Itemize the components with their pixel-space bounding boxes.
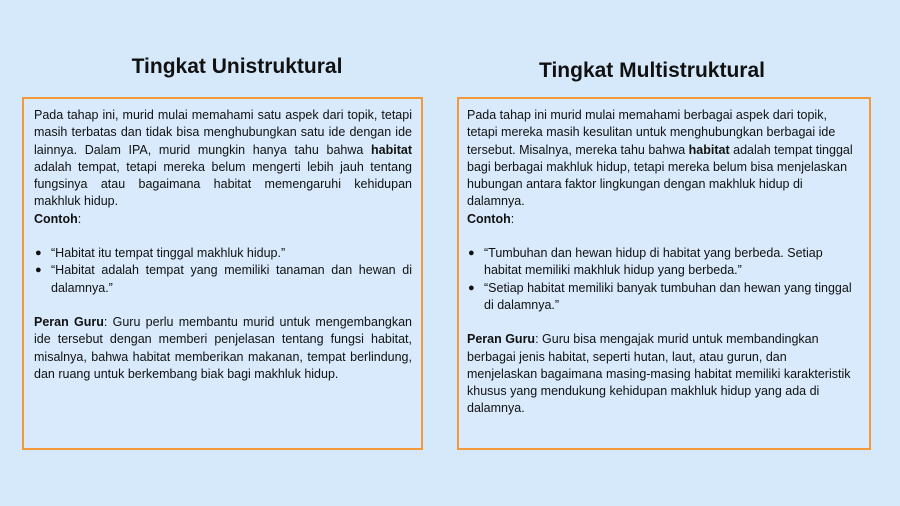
unistructural-title: Tingkat Unistruktural bbox=[131, 55, 343, 78]
bullet-icon: ● bbox=[35, 247, 42, 260]
example-list bbox=[467, 245, 860, 314]
bullet-icon: ● bbox=[468, 247, 475, 260]
list-item-text: “Tumbuhan dan hewan hidup di habitat yang berbeda. Setiap habitat memiliki makhluk hidup yang berbeda.” bbox=[484, 246, 823, 278]
example-heading bbox=[34, 211, 412, 228]
teacher-role-label: Peran Guru bbox=[467, 332, 536, 347]
example-label: Contoh bbox=[467, 211, 511, 226]
intro-text: Pada tahap ini, murid mulai memahami satu aspek dari topik, tetapi masih terbatas dan tidak bisa menghubungkan satu ide dengan ide lainnya. Dalam IPA, murid mungkin hanya tahu bahwa bbox=[34, 108, 412, 157]
teacher-role bbox=[467, 331, 860, 417]
bullet-icon: ● bbox=[35, 264, 42, 277]
example-colon: : bbox=[510, 211, 515, 226]
example-heading bbox=[467, 211, 860, 228]
intro-text-continued: adalah tempat, tetapi mereka belum mengerti lebih jauh tentang fungsinya atau bagaimana habitat memengaruhi kehidupan makhluk hidup. bbox=[34, 159, 412, 209]
teacher-role-label: Peran Guru bbox=[34, 314, 104, 329]
habitat-term: habitat bbox=[688, 142, 730, 157]
list-item-text: “Habitat adalah tempat yang memiliki tanaman dan hewan di dalamnya.” bbox=[51, 263, 412, 295]
teacher-role bbox=[34, 314, 412, 383]
list-item bbox=[467, 245, 860, 280]
list-item bbox=[34, 262, 412, 297]
example-colon: : bbox=[77, 211, 82, 226]
list-item bbox=[34, 245, 412, 262]
intro-text-continued: adalah tempat tinggal bagi berbagai makhluk hidup, tetapi mereka belum bisa menjelaskan hubungan antara faktor lingkungan dengan makhluk hidup di dalamnya. bbox=[467, 142, 853, 209]
multistructural-panel bbox=[457, 97, 871, 450]
example-list bbox=[34, 245, 412, 297]
unistructural-intro bbox=[34, 107, 412, 211]
teacher-role-text: : Guru bisa mengajak murid untuk membandingkan berbagai jenis habitat, seperti hutan, laut, atau gurun, dan menjelaskan bagaimana masing-masing habitat memiliki karakteristik khusus yang mendukung kehidupan makhluk hidup yang ada di dalamnya. bbox=[467, 332, 851, 416]
intro-text: Pada tahap ini murid mulai memahami berbagai aspek dari topik, tetapi mereka masih kesulitan untuk menghubungkan berbagai ide tersebut. Misalnya, mereka tahu bahwa bbox=[467, 108, 836, 157]
unistructural-panel bbox=[22, 97, 423, 450]
list-item-text: “Habitat itu tempat tinggal makhluk hidup.” bbox=[51, 246, 286, 261]
list-item-text: “Setiap habitat memiliki banyak tumbuhan dan hewan yang tinggal di dalamnya.” bbox=[484, 280, 852, 312]
teacher-role-text: : Guru perlu membantu murid untuk mengembangkan ide tersebut dengan memberi penjelasan tentang fungsi habitat, misalnya, bahwa habitat memberikan makanan, tempat berlindung, dan ruang untuk berkembang biak bagi makhluk hidup. bbox=[34, 314, 412, 381]
example-label: Contoh bbox=[34, 211, 78, 226]
multistructural-intro bbox=[467, 107, 860, 211]
habitat-term: habitat bbox=[371, 142, 412, 157]
list-item bbox=[467, 280, 860, 315]
bullet-icon: ● bbox=[468, 281, 475, 294]
multistructural-title: Tingkat Multistruktural bbox=[539, 59, 765, 82]
